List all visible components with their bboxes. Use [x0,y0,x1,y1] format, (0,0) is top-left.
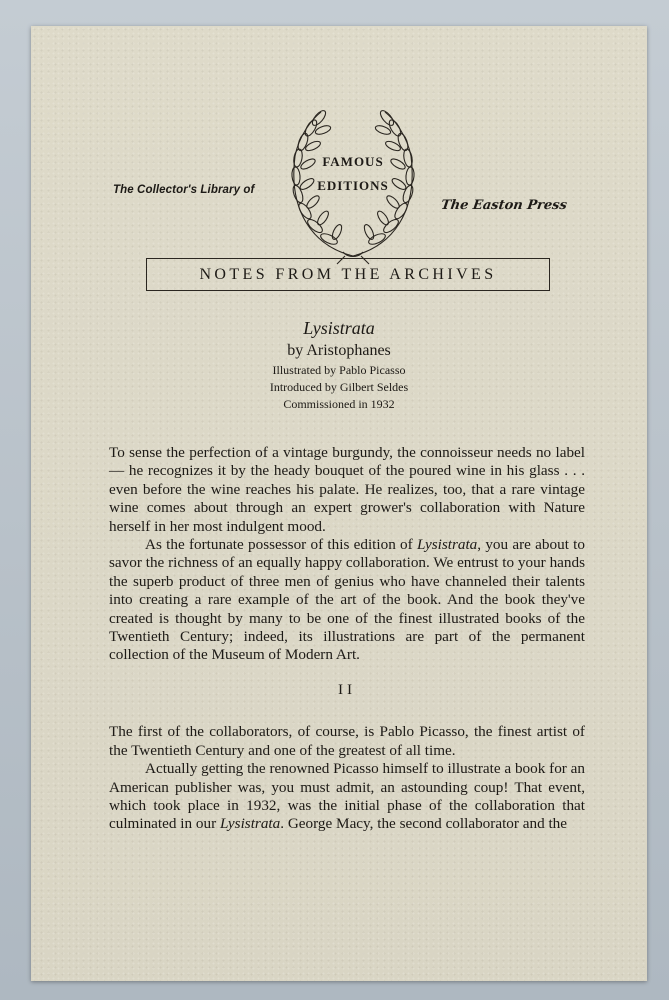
badge-line-famous: FAMOUS [322,154,384,169]
book-title: Lysistrata [303,318,375,338]
commission-date: Commissioned in 1932 [283,397,395,411]
paragraph-3: The first of the collaborators, of course, is Pablo Picasso, the finest artist of the Twentieth Century and one of the greatest of all time. [109,723,585,759]
famous-editions-emblem [273,106,433,266]
paragraph-2-lead: As the fortunate possessor of this edition of [145,536,417,554]
paragraph-4-rest: . George Macy, the second collaborator and the [280,815,568,833]
article-body [109,444,585,834]
paragraph-1: To sense the perfection of a vintage burgundy, the connoisseur needs no label — he recognizes it by the heady bouquet of the poured wine in his glass . . . even before the wine reaches his palate. He realizes, too, that a rare vintage wine comes about through an expert grower's collaboration with Nature herself in her most indulgent mood. [109,444,585,535]
section-number: II [337,680,357,698]
badge-line-editions: EDITIONS [317,178,389,193]
series-label: The Collector's Library of [113,184,255,196]
archives-banner: NOTES FROM THE ARCHIVES [146,258,550,291]
paragraph-4 [109,760,585,834]
archive-notes-sheet [31,26,647,981]
paragraph-4-lead: Actually getting the renowned Picasso himself to illustrate a book for an American publisher was, you must admit, an astounding coup! That event, which took place in 1932, was the initial phase of the collaboration that culminated in our [109,760,585,833]
paragraph-2-title: Lysistrata [416,536,478,554]
introduction-credit: Introduced by Gilbert Seldes [269,380,409,394]
publisher-name: The Easton Press [439,198,568,213]
masthead [31,106,647,306]
illustrator-credit: Illustrated by Pablo Picasso [272,363,406,377]
paragraph-2 [109,536,585,665]
paragraph-4-title: Lysistrata [219,815,281,833]
paragraph-2-rest: , you are about to savor the richness of an equally happy collaboration. We entrust to your hands the superb product of three men of genius who have channeled their talents into creating a rare example of the art of the book. And the book they've created is thought by many to be one of the finest illustrated books of the Twentieth Century; indeed, its illustrations are part of the permanent collection of the Museum of Modern Art. [109,536,585,664]
book-author: by Aristophanes [287,342,391,359]
title-block [31,316,647,413]
